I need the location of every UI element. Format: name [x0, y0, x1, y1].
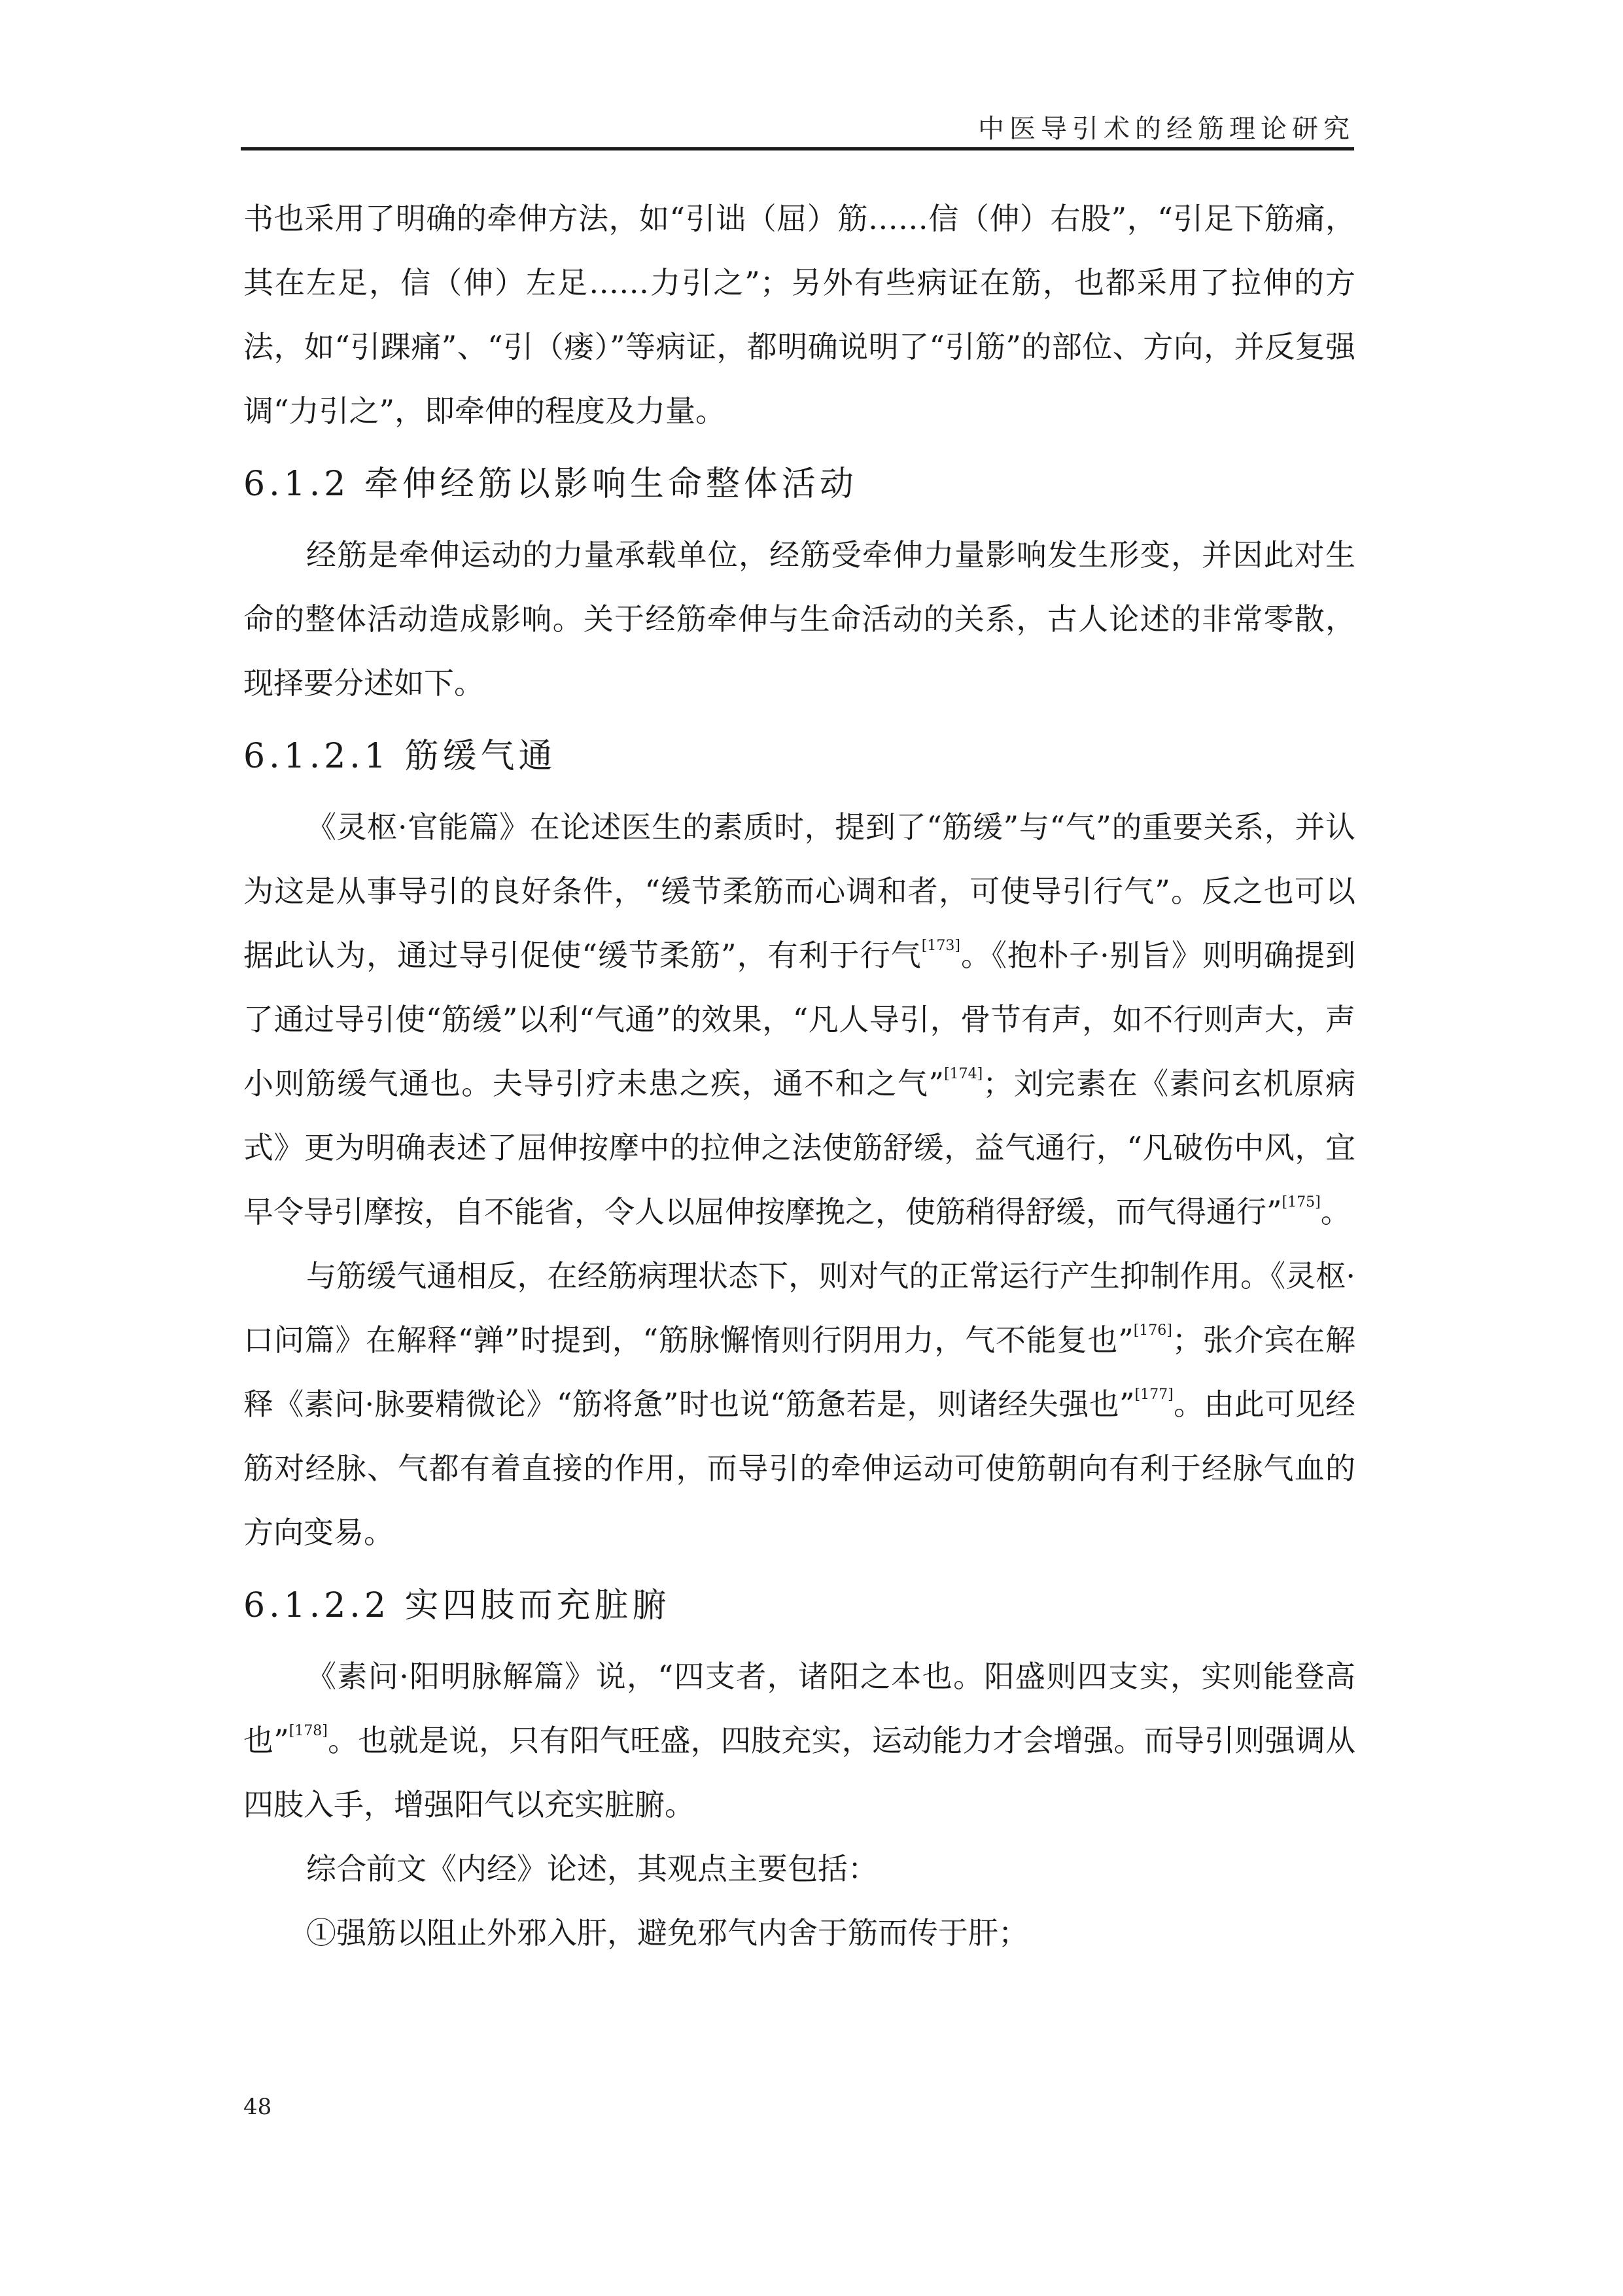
citation-178: [178] [288, 1723, 328, 1739]
paragraph-jin-huan-qi-tong [243, 795, 1355, 1244]
paragraph-intro [243, 523, 1355, 715]
paragraph-text: 。也就是说，只有阳气旺盛，四肢充实，运动能力才会增强。而导引则强调从四肢入手，增强阳气以充实脏腑。 [243, 1723, 1355, 1822]
citation-177: [177] [1134, 1386, 1174, 1403]
paragraph-summary [243, 1837, 1355, 1901]
paragraph-text: 经筋是牵伸运动的力量承载单位，经筋受牵伸力量影响发生形变，并因此对生命的整体活动造成影响。关于经筋牵伸与生命活动的关系，古人论述的非常零散，现择要分述如下。 [243, 537, 1355, 701]
paragraph-text: 《素问·阳明脉解篇》说，“四支者，诸阳之本也。阳盛则四支实，实则能登高也” [243, 1659, 1355, 1758]
paragraph-text: 综合前文《内经》论述，其观点主要包括： [306, 1851, 878, 1886]
header-rule [241, 147, 1354, 150]
citation-175: [175] [1282, 1194, 1321, 1210]
section-heading-6-1-2-1: 6.1.2.1 筋缓气通 [243, 737, 557, 776]
page-number: 48 [243, 2094, 272, 2120]
paragraph-text: ；张介宾在解释《素问·脉要精微论》“筋将惫”时也说“筋惫若是，则诸经失强也” [243, 1322, 1355, 1422]
citation-173: [173] [921, 938, 960, 954]
paragraph-text: 书也采用了明确的牵伸方法，如“引诎（屈）筋……信（伸）右股”，“引足下筋痛，其在左足，信（伸）左足……力引之”；另外有些病证在筋，也都采用了拉伸的方法，如“引踝痛”、“引（瘘）”等病证，都明确说明了“引筋”的部位、方向，并反复强调“力引之”，即牵伸的程度及力量。 [243, 201, 1355, 429]
paragraph-limbs [243, 1644, 1355, 1837]
paragraph-text: ①强筋以阻止外邪入肝，避免邪气内舍于筋而传于肝； [306, 1915, 1028, 1951]
page-body [243, 186, 1355, 1965]
paragraph-text: 。 [1320, 1194, 1351, 1229]
citation-176: [176] [1133, 1322, 1172, 1339]
paragraph-text: 。由此可见经筋对经脉、气都有着直接的作用，而导引的牵伸运动可使筋朝向有利于经脉气血的方向变易。 [243, 1386, 1355, 1550]
paragraph-text: 。《抱朴子·别旨》则明确提到了通过导引使“筋缓”以利“气通”的效果，“凡人导引，骨节有声，如不行则声大，声小则筋缓气通也。夫导引疗未患之疾，通不和之气” [243, 938, 1355, 1101]
paragraph-text: 与筋缓气通相反，在经筋病理状态下，则对气的正常运行产生抑制作用。《灵枢·口问篇》在解释“亸”时提到，“筋脉懈惰则行阴用力，气不能复也” [243, 1258, 1355, 1358]
paragraph-pathology [243, 1244, 1355, 1564]
paragraph-text: 《灵枢·官能篇》在论述医生的素质时，提到了“筋缓”与“气”的重要关系，并认为这是从事导引的良好条件，“缓节柔筋而心调和者，可使导引行气”。反之也可以据此认为，通过导引促使“缓节柔筋”，有利于行气 [243, 809, 1355, 973]
paragraph-text: ；刘完素在《素问玄机原病式》更为明确表述了屈伸按摩中的拉伸之法使筋舒缓，益气通行，“凡破伤中风，宜早令导引摩按，自不能省，令人以屈伸按摩挽之，使筋稍得舒缓，而气得通行” [243, 1066, 1356, 1229]
section-heading-6-1-2-2: 6.1.2.2 实四肢而充脏腑 [243, 1586, 671, 1625]
citation-174: [174] [944, 1066, 983, 1082]
section-heading-6-1-2: 6.1.2 牵伸经筋以影响生命整体活动 [243, 465, 858, 504]
list-item-1 [243, 1901, 1355, 1965]
paragraph-continued [243, 186, 1355, 443]
running-header-title: 中医导引术的经筋理论研究 [978, 114, 1355, 144]
